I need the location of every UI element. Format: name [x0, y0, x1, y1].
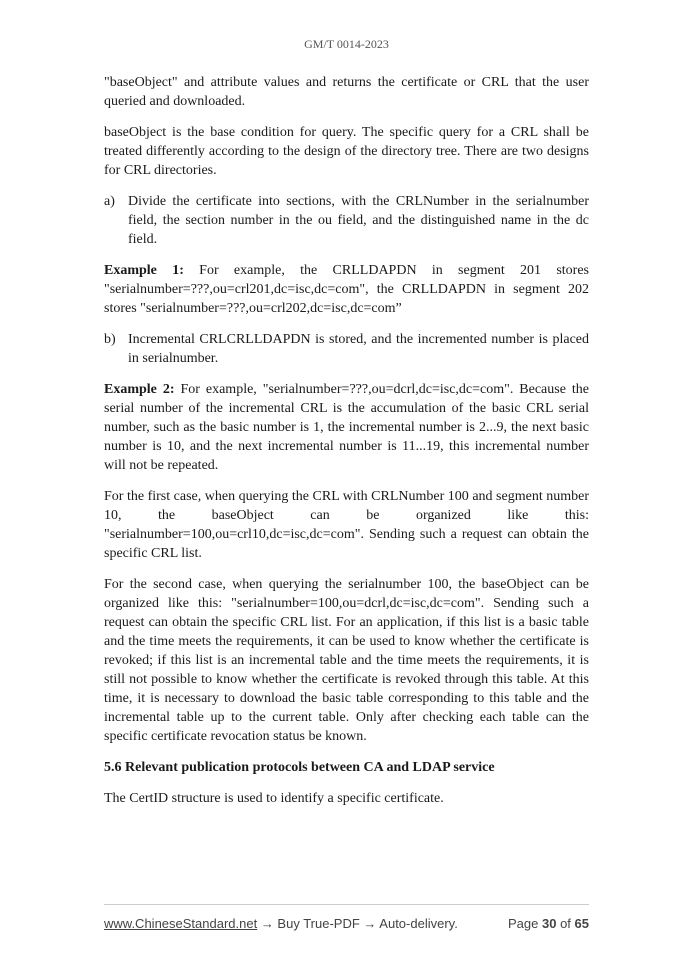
footer-divider: [104, 904, 589, 905]
page-of: of: [556, 916, 575, 931]
page-total: 65: [574, 916, 589, 931]
list-text: Incremental CRLCRLLDAPDN is stored, and the incremented number is placed in serialnumber.: [128, 332, 589, 366]
paragraph: baseObject is the base condition for query. The specific query for a CRL shall be treated differently according to the design of the directory tree. There are two designs for CRL directories.: [104, 125, 589, 178]
example-text: For example, the CRLLDAPDN in segment 201 stores "serialnumber=???,ou=crl201,dc=isc,dc=com", the CRLLDAPDN in segment 202 stores "serialnumber=???,ou=crl202,dc=isc,dc=com”: [104, 263, 589, 316]
paragraph: The CertID structure is used to identify a specific certificate.: [104, 791, 444, 806]
paragraph: For the first case, when querying the CRL with CRLNumber 100 and segment number 10, the baseObject can be organized like this: "serialnumber=100,ou=crl10,dc=isc,dc=com". Sending such a request can obtain the specific CRL list.: [104, 489, 589, 561]
list-item-b: [104, 330, 589, 368]
list-text: Divide the certificate into sections, with the CRLNumber in the serialnumber field, the section number in the ou field, and the distinguished name in the dc field.: [128, 194, 589, 247]
example-label: Example 1:: [104, 263, 184, 278]
document-body: [104, 73, 589, 820]
example-1: [104, 261, 589, 318]
footer-left: [104, 916, 458, 931]
list-marker: a): [104, 194, 115, 209]
example-label: Example 2:: [104, 382, 175, 397]
list-marker: b): [104, 332, 116, 347]
website-link[interactable]: www.ChineseStandard.net: [104, 916, 258, 931]
footer-tagline: → Buy True-PDF → Auto-delivery.: [257, 916, 458, 931]
list-item-a: [104, 192, 589, 249]
page-number: [508, 916, 589, 931]
page-header: GM/T 0014-2023: [304, 37, 389, 51]
example-2: [104, 380, 589, 475]
paragraph: "baseObject" and attribute values and returns the certificate or CRL that the user queried and downloaded.: [104, 75, 589, 109]
section-heading: 5.6 Relevant publication protocols between CA and LDAP service: [104, 760, 495, 775]
page-footer: [104, 916, 589, 931]
example-text: For example, "serialnumber=???,ou=dcrl,dc=isc,dc=com". Because the serial number of the incremental CRL is the accumulation of the basic CRL serial number, such as the basic number is 1, the incremental number is 2...9, the next basic number is 10, and the next incremental number is 11...19, this incremental number will not be repeated.: [104, 382, 589, 473]
page-current: 30: [541, 916, 557, 931]
paragraph: For the second case, when querying the serialnumber 100, the baseObject can be organized like this: "serialnumber=100,ou=dcrl,dc=isc,dc=com". Sending such a request can obtain the specific CRL list. For an application, if this list is a basic table and the time meets the requirements, it can be used to know whether the certificate is revoked; if this list is an incremental table and the time meets the requirements, it is still not possible to know whether the certificate is revoked through this table. At this time, it is necessary to download the basic table corresponding to this table and the incremental table up to the current table. Only after checking each table can the specific certificate revocation status be known.: [104, 577, 589, 744]
page-word: Page: [508, 916, 542, 931]
